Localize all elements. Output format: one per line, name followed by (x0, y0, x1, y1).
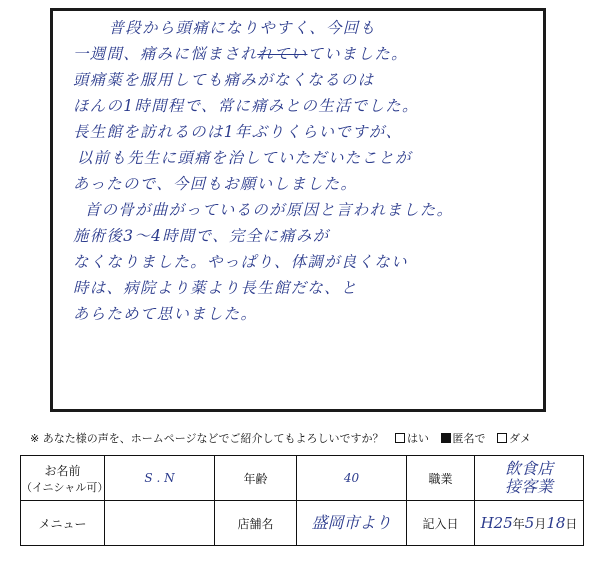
age-value[interactable]: 40 (297, 456, 407, 501)
consent-no-label: ダメ (509, 432, 531, 445)
date-day-unit: 日 (565, 517, 578, 531)
comment-line: 普段から頭痛になりやすく、今回も (108, 19, 377, 37)
comment-line: 以前も先生に頭痛を治していただいたことが (76, 149, 412, 167)
comment-line-text: 一週間、痛みに悩まされ (72, 45, 258, 63)
info-row (21, 501, 584, 546)
struck-out-text: れてい (257, 45, 308, 63)
checkbox-yes[interactable] (395, 433, 405, 443)
job-value-line: 飲食店 (504, 459, 553, 478)
job-value-line: 接客業 (504, 477, 553, 496)
comment-line: 首の骨が曲がっているのが原因と言われました。 (84, 201, 454, 219)
date-month-unit: 月 (534, 517, 547, 531)
comment-line: 施術後3〜4時間で、完全に痛みが (72, 227, 330, 245)
date-month: 5 (524, 514, 535, 532)
comment-line: ほんの1時間程で、常に痛みとの生活でした。 (72, 97, 419, 115)
job-label: 職業 (407, 456, 475, 501)
date-era: H (480, 514, 494, 532)
store-value[interactable]: 盛岡市より (297, 501, 407, 546)
name-value[interactable]: S . N (105, 456, 215, 501)
date-wrap (480, 514, 578, 532)
info-table (20, 455, 584, 546)
consent-question (30, 430, 533, 446)
name-label-cell (21, 456, 109, 501)
comment-line: 時は、病院より薬より長生館だな、と (72, 279, 358, 297)
checkbox-anonymous[interactable] (441, 433, 451, 443)
job-value[interactable] (475, 456, 584, 501)
testimonial-card (50, 8, 546, 412)
consent-question-text: ※ あなた様の声を、ホームページなどでご紹介してもよろしいですか？ (30, 432, 384, 445)
date-day: 18 (546, 514, 566, 532)
checkbox-no[interactable] (497, 433, 507, 443)
info-row (21, 456, 584, 501)
menu-value[interactable] (105, 501, 215, 546)
menu-label: メニュー (21, 501, 105, 546)
handwritten-comment (69, 15, 539, 327)
comment-line: なくなりました。やっぱり、体調が良くない (72, 253, 408, 271)
comment-line: あったので、今回もお願いしました。 (72, 175, 358, 193)
date-year: 25 (493, 514, 513, 532)
name-sublabel: （イニシャル可） (21, 480, 109, 494)
consent-anonymous-label: 匿名で (452, 432, 486, 445)
date-value[interactable] (475, 501, 584, 546)
date-year-unit: 年 (512, 517, 525, 531)
comment-line: 頭痛薬を服用しても痛みがなくなるのは (72, 71, 375, 89)
store-label: 店舗名 (215, 501, 297, 546)
date-label: 記入日 (407, 501, 475, 546)
consent-yes-label: はい (407, 432, 429, 445)
comment-line: あらためて思いました。 (72, 305, 258, 323)
name-label: お名前 (44, 463, 81, 478)
age-label: 年齢 (215, 456, 297, 501)
comment-line (69, 41, 535, 67)
comment-line: 長生館を訪れるのは1年ぶりくらいですが、 (72, 123, 403, 141)
comment-line-text: ていました。 (307, 45, 408, 63)
